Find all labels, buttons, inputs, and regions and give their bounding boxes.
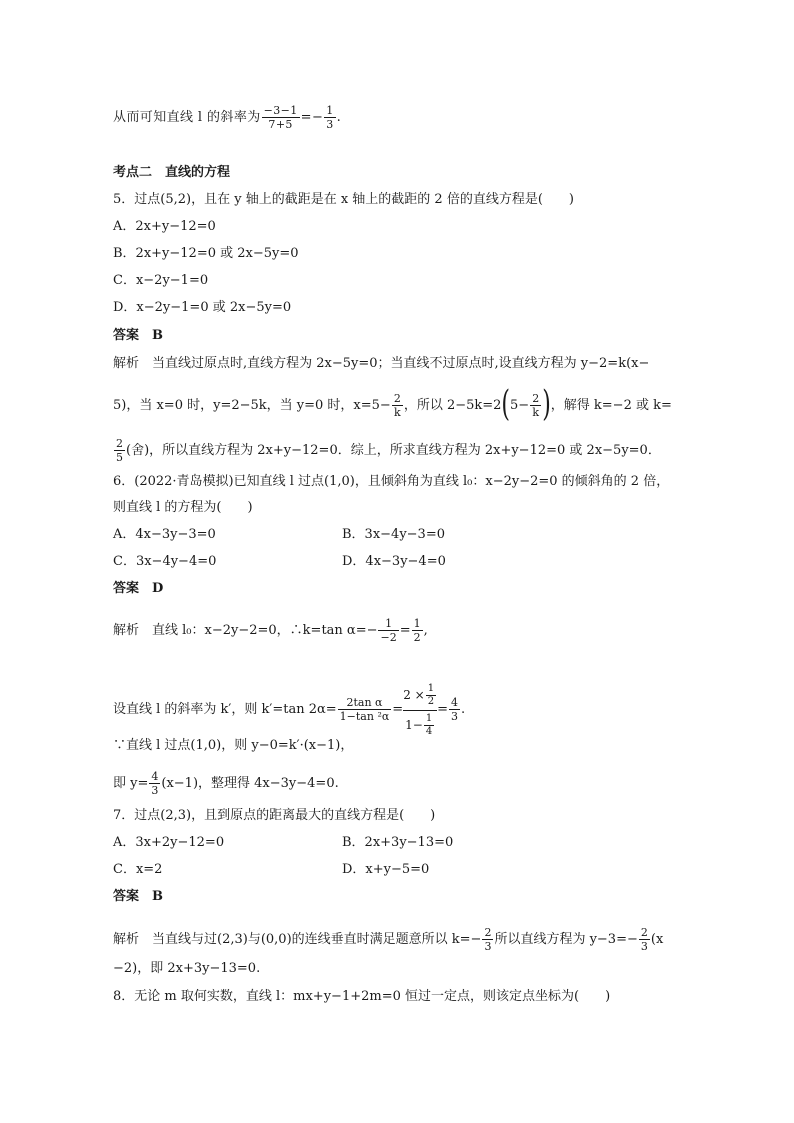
q5-option-a: A．2x+y−12=0 (113, 219, 216, 234)
q6-nested-fraction: 2 × $\frac{1}{2}$ 1− $\frac{1}{4}$ (403, 680, 437, 739)
q6-analysis-line3: ∵直线 l 过点(1,0)，则 y−0=k′·(x−1)， (113, 738, 354, 753)
q6-option-c: C．3x−4y−4=0 (113, 554, 217, 569)
q5-analysis-line2: 5)，当 x=0 时，y=2−5k，当 y=0 时，x=5− $\frac{2}{k}$ ，所以 2−5k=2(5− $\frac{2}{k}$ )，解得 k=−2 或 k= (113, 384, 672, 425)
q6-frac-tan2a: $\frac{\text{2tan α}}{\text{1−tan ²α}}$ (339, 696, 390, 723)
q7-analysis-line2: −2)，即 2x+3y−13=0. (113, 961, 261, 976)
q6-analysis-line4: 即 y= $\frac{4}{3}$ (x−1)，整理得 4x−3y−4=0. (113, 770, 339, 797)
q5-frac-2-over-k: $\frac{2}{k}$ (393, 392, 401, 419)
q6-option-d: D．4x−3y−4=0 (342, 554, 446, 569)
q5-option-d: D．x−2y−1=0 或 2x−5y=0 (113, 300, 292, 315)
q5-frac-2-over-5: $\frac{2}{5}$ (116, 437, 123, 464)
q6-frac-1-over-2: $\frac{1}{2}$ (413, 617, 421, 644)
q6-option-b: B．3x−4y−3=0 (342, 527, 445, 542)
q6-frac-4-over-3: $\frac{4}{3}$ (451, 696, 458, 723)
q5-answer: 答案 B (113, 328, 163, 343)
q6-answer: 答案 D (113, 581, 164, 596)
q7-analysis-line1: 解析 当直线与过(2,3)与(0,0)的连线垂直时满足题意所以 k=− $\frac{2}{3}$ 所以直线方程为 y−3=− $\frac{2}{3}$ (x (113, 926, 664, 953)
intro-line: 从而可知直线 l 的斜率为 $\frac{-3-1}{7+5}$ =− $\frac{1}{3}$ . (113, 104, 342, 131)
q5-stem: 5．过点(5,2)，且在 y 轴上的截距是在 x 轴上的截距的 2 倍的直线方程是( ) (113, 192, 574, 207)
q6-frac-4-over-3-b: $\frac{4}{3}$ (151, 770, 159, 797)
slope-fraction: $\frac{-3-1}{7+5}$ (263, 104, 298, 131)
right-paren: ) (542, 384, 551, 425)
slope-result-fraction: $\frac{1}{3}$ (326, 104, 334, 131)
q7-frac-2-over-3-b: $\frac{2}{3}$ (640, 926, 648, 953)
q7-option-a: A．3x+2y−12=0 (113, 835, 225, 850)
q5-option-b: B．2x+y−12=0 或 2x−5y=0 (113, 246, 299, 261)
q5-analysis-line1: 解析 当直线过原点时,直线方程为 2x−5y=0；当直线不过原点时,设直线方程为 y−2=k(x− (113, 356, 650, 371)
q6-option-a: A．4x−3y−3=0 (113, 527, 216, 542)
q8-stem: 8．无论 m 取何实数，直线 l：mx+y−1+2m=0 恒过一定点，则该定点坐标为( ) (113, 989, 611, 1004)
left-paren: ( (501, 384, 511, 425)
q6-analysis-line1: 解析 直线 l₀：x−2y−2=0，∴k=tan α=− $\frac{1}{-2}$ = $\frac{1}{2}$ , (113, 617, 428, 644)
q5-analysis-line3: $\frac{2}{5}$ (舍)，所以直线方程为 2x+y−12=0．综上，所求直线方程为 2x+y−12=0 或 2x−5y=0． (116, 437, 661, 464)
q6-stem-line2: 则直线 l 的方程为( ) (113, 500, 253, 515)
q6-frac-1-over-neg2: $\frac{1}{-2}$ (380, 617, 397, 644)
q5-option-c: C．x−2y−1=0 (113, 273, 209, 288)
q6-stem-line1: 6．(2022·青岛模拟)已知直线 l 过点(1,0)，且倾斜角为直线 l₀：x−2y−2=0 的倾斜角的 2 倍， (113, 474, 670, 489)
q7-stem: 7．过点(2,3)，且到原点的距离最大的直线方程是( ) (113, 808, 436, 823)
q7-option-b: B．2x+3y−13=0 (342, 835, 454, 850)
q7-answer: 答案 B (113, 889, 163, 904)
q7-option-d: D．x+y−5=0 (342, 862, 430, 877)
q6-analysis-line2: 设直线 l 的斜率为 k′，则 k′=tan 2α= $\frac{\text{2tan α}}{\text{1−tan ²α}}$ = 2 × $\frac{1}{2}$ 1− $\frac{1}{4}$ = $\frac{4}{3}$ . (113, 680, 465, 739)
q7-option-c: C．x=2 (113, 862, 163, 877)
q5-frac-2-over-k-2: $\frac{2}{k}$ (532, 392, 540, 419)
section-title: 考点二 直线的方程 (113, 165, 231, 180)
q7-frac-2-over-3: $\frac{2}{3}$ (484, 926, 492, 953)
